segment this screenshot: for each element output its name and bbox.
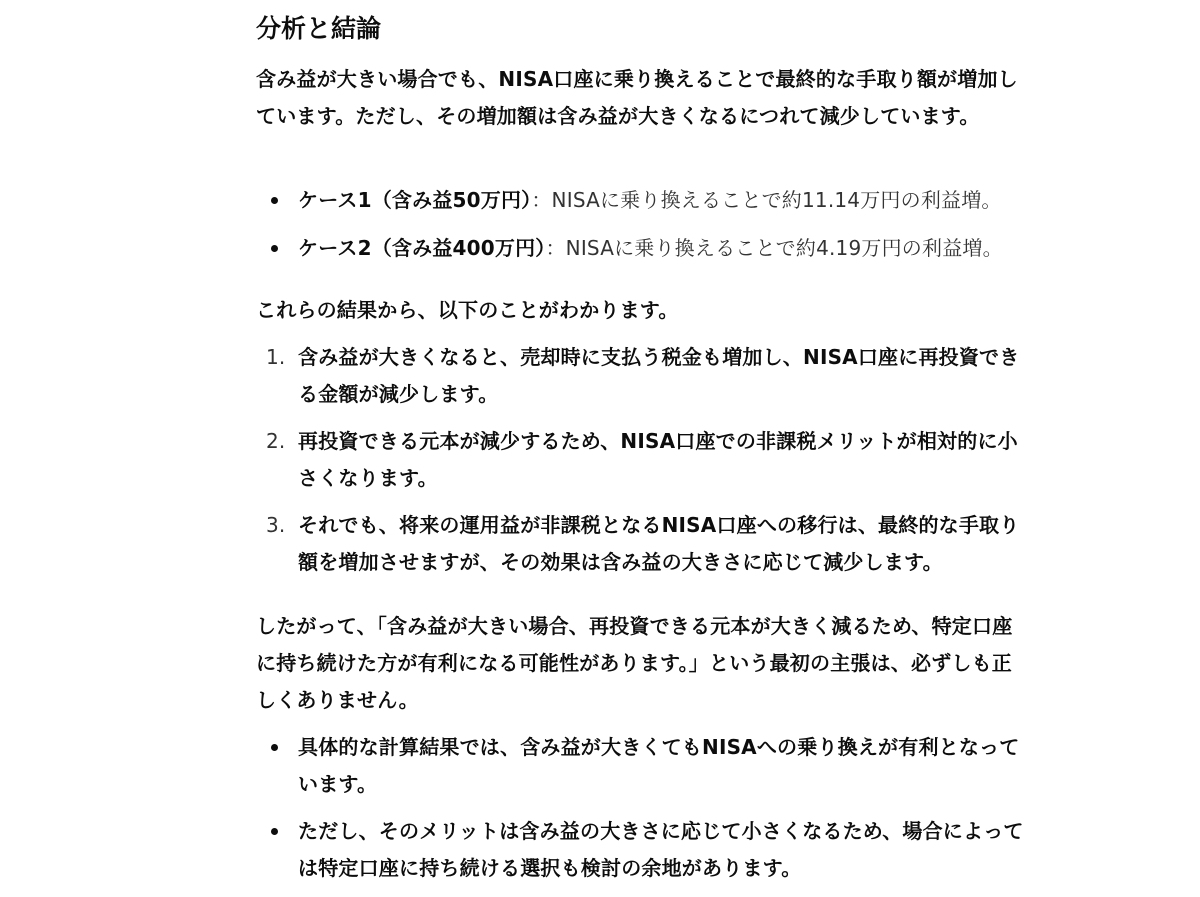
findings-intro: これらの結果から、以下のことがわかります。 xyxy=(256,298,679,322)
bullet-icon xyxy=(271,245,278,252)
finding-text: 再投資できる元本が減少するため、NISA口座での非課税メリットが相対的に小さくなります。 xyxy=(298,429,1018,490)
list-number: 3. xyxy=(266,513,286,537)
case-label: ケース2（含み益400万円） xyxy=(298,236,546,260)
list-item xyxy=(256,339,1026,413)
list-item xyxy=(256,423,1026,497)
list-number: 2. xyxy=(266,429,286,453)
case-text: ：NISAに乗り換えることで約11.14万円の利益増。 xyxy=(531,188,1002,212)
conclusion-point: 具体的な計算結果では、含み益が大きくてもNISAへの乗り換えが有利となっています。 xyxy=(298,735,1020,796)
conclusion-paragraph: したがって、「含み益が大きい場合、再投資できる元本が大きく減るため、特定口座に持ち続けた方が有利になる可能性があります。」という最初の主張は、必ずしも正しくありません。 xyxy=(256,614,1013,712)
bullet-icon xyxy=(271,744,278,751)
case-text: ：NISAに乗り換えることで約4.19万円の利益増。 xyxy=(545,236,1003,260)
findings-list xyxy=(256,339,1026,591)
bullet-icon xyxy=(271,828,278,835)
list-number: 1. xyxy=(266,345,286,369)
list-item xyxy=(256,230,1036,267)
case-label: ケース1（含み益50万円） xyxy=(298,188,532,212)
finding-text: それでも、将来の運用益が非課税となるNISA口座への移行は、最終的な手取り額を増加させますが、その効果は含み益の大きさに応じて減少します。 xyxy=(298,513,1020,574)
list-item xyxy=(256,729,1026,803)
list-item xyxy=(256,507,1026,581)
list-item xyxy=(256,182,1036,219)
list-item xyxy=(256,813,1026,887)
case-list xyxy=(256,182,1036,278)
bullet-icon xyxy=(271,197,278,204)
finding-text: 含み益が大きくなると、売却時に支払う税金も増加し、NISA口座に再投資できる金額が減少します。 xyxy=(298,345,1020,406)
section-heading: 分析と結論 xyxy=(256,14,382,43)
conclusion-list xyxy=(256,729,1026,897)
intro-paragraph: 含み益が大きい場合でも、NISA口座に乗り換えることで最終的な手取り額が増加しています。ただし、その増加額は含み益が大きくなるにつれて減少しています。 xyxy=(256,67,1018,128)
conclusion-point: ただし、そのメリットは含み益の大きさに応じて小さくなるため、場合によっては特定口座に持ち続ける選択も検討の余地があります。 xyxy=(298,819,1024,880)
